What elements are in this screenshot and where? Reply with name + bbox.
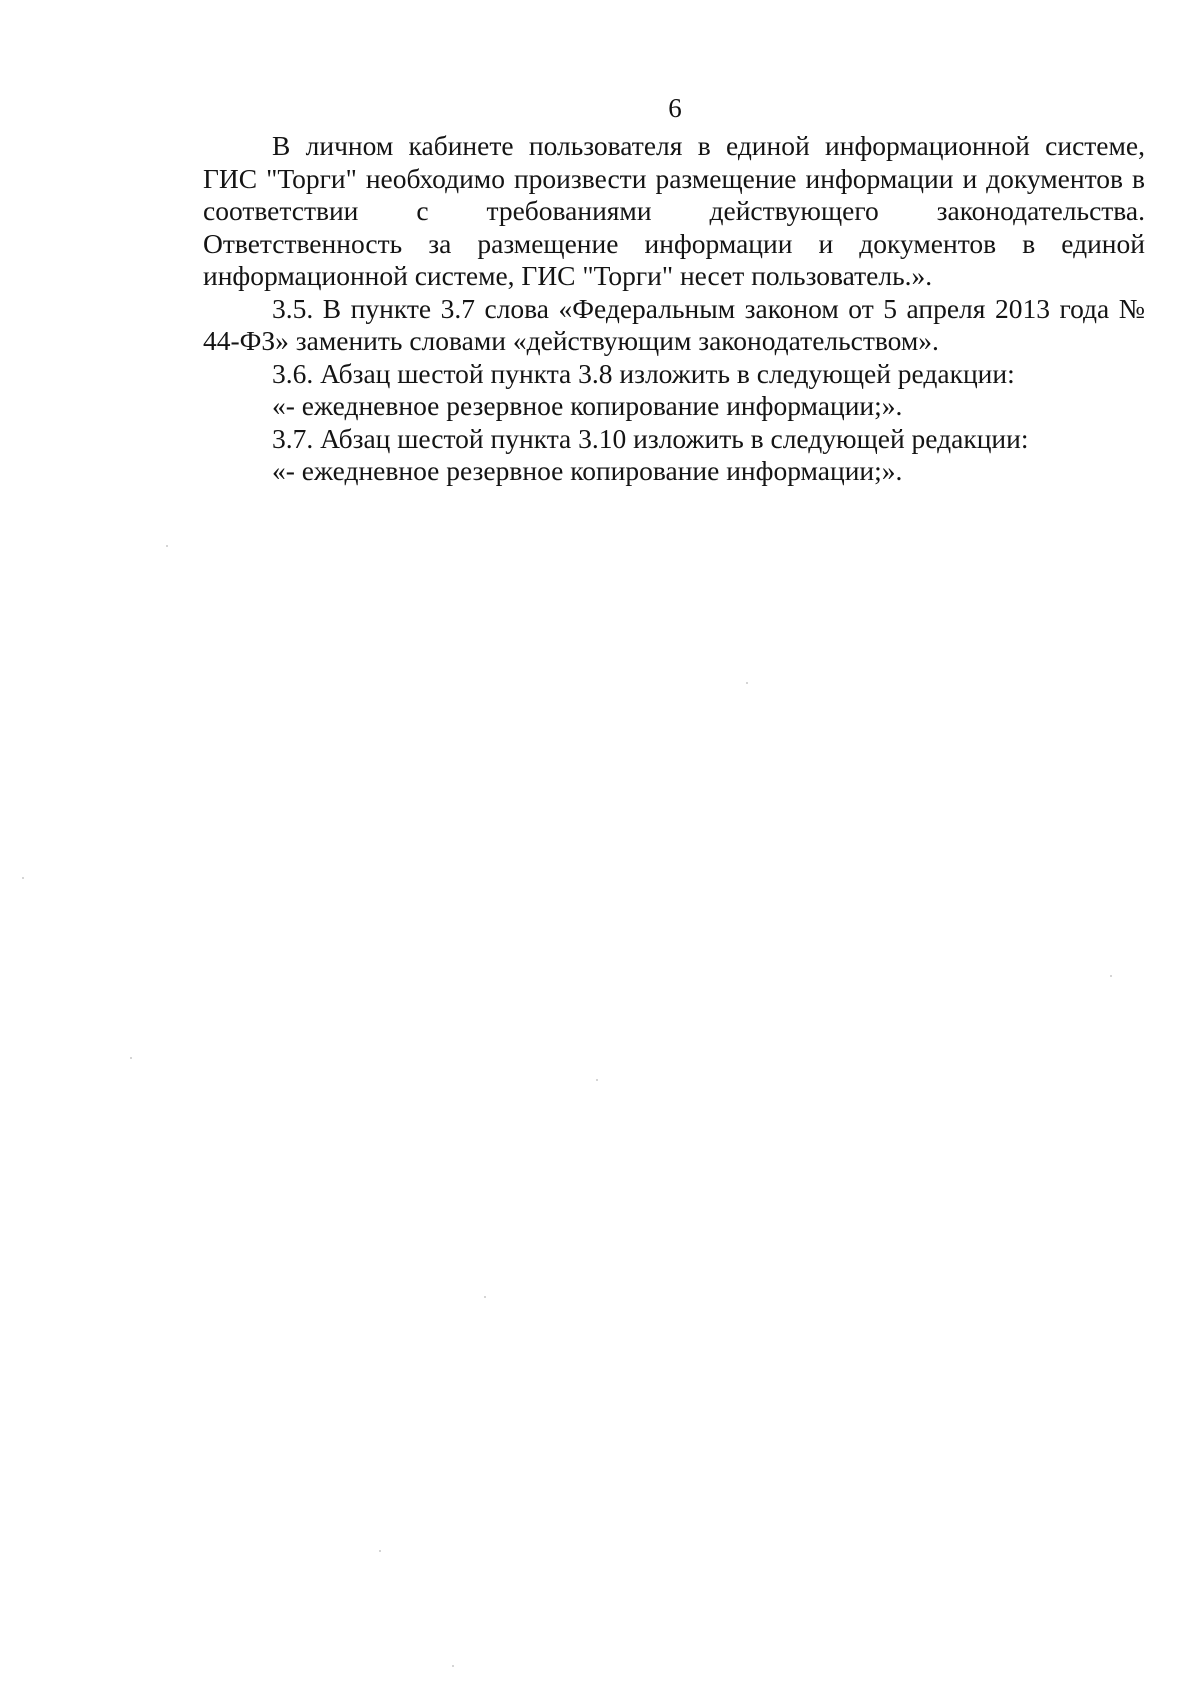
scan-speck xyxy=(22,877,24,879)
scan-speck xyxy=(452,1665,454,1667)
scan-speck xyxy=(746,682,748,684)
paragraph-3-7: 3.7. Абзац шестой пункта 3.10 изложить в следующей редакции: xyxy=(272,422,1029,454)
paragraph-3-6-quote: «- ежедневное резервное копирование информации;». xyxy=(272,390,903,421)
scan-speck xyxy=(379,1550,381,1552)
scan-speck xyxy=(596,1079,598,1081)
scan-speck xyxy=(166,545,168,547)
paragraph-3-5: 3.5. В пункте 3.7 слова «Федеральным законом от 5 апреля 2013 года № 44-ФЗ» заменить словами «действующим законодательством». xyxy=(203,292,1145,356)
paragraph-3-6: 3.6. Абзац шестой пункта 3.8 изложить в следующей редакции: xyxy=(272,357,1015,389)
scan-speck xyxy=(484,1296,486,1298)
paragraph-3-7-quote: «- ежедневное резервное копирование информации;». xyxy=(272,455,903,486)
scan-speck xyxy=(130,1057,132,1059)
paragraph-personal-cabinet: В личном кабинете пользователя в единой информационной системе, ГИС "Торги" необходимо произвести размещение информации и документов в соответствии с требованиями действующего законодательства. Ответственность за размещение информации и документов в единой информационной системе, ГИС "Торги" несет пользователь.». xyxy=(203,130,1145,291)
scan-speck xyxy=(1110,975,1112,977)
document-body xyxy=(203,130,1145,488)
page-number: 6 xyxy=(668,93,682,123)
